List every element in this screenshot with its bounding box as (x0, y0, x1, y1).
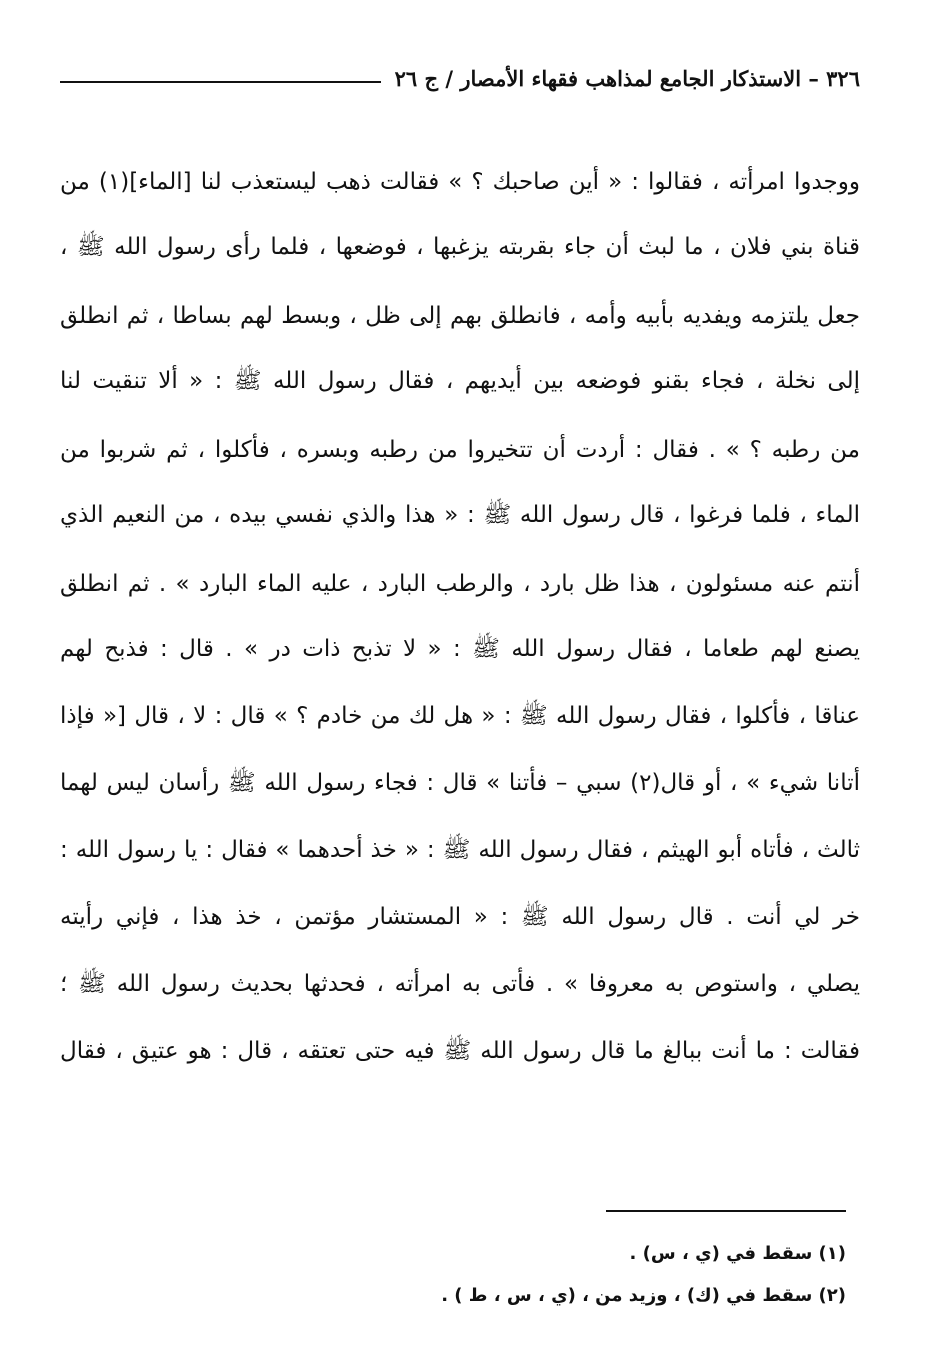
header-rule (60, 81, 381, 83)
running-header (60, 58, 860, 98)
footnote-1: (١) سقط في (ي ، س) . (629, 1242, 846, 1264)
footnote-2: (٢) سقط في (ك) ، وزيد من ، (ي ، س ، ط ) . (441, 1284, 846, 1306)
text-line: يصلي ، واستوص به معروفا » . فأتى به امرأته ، فحدثها بحديث رسول الله ﷺ ؛ (60, 970, 860, 997)
text-line: قناة بني فلان ، ما لبث أن جاء بقربته يزغبها ، فوضعها ، فلما رأى رسول الله ﷺ ، (60, 233, 860, 260)
text-line: ووجدوا امرأته ، فقالوا : « أين صاحبك ؟ » فقالت ذهب ليستعذب لنا [الماء](١) من (60, 168, 860, 195)
running-title: ٣٢٦ – الاستذكار الجامع لمذاهب فقهاء الأمصار / ج ٢٦ (394, 65, 860, 91)
text-line: إلى نخلة ، فجاء بقنو فوضعه بين أيديهم ، فقال رسول الله ﷺ : « ألا تنقيت لنا (60, 367, 860, 394)
text-line: الماء ، فلما فرغوا ، قال رسول الله ﷺ : « هذا والذي نفسي بيده ، من النعيم الذي (60, 501, 860, 528)
footnote-rule (606, 1210, 846, 1212)
text-line: فقالت : ما أنت ببالغ ما قال رسول الله ﷺ فيه حتى تعتقه ، قال : هو عتيق ، فقال (60, 1037, 860, 1064)
text-line: خر لي أنت . قال رسول الله ﷺ : « المستشار مؤتمن ، خذ هذا ، فإني رأيته (60, 903, 860, 930)
text-line: من رطبه ؟ » . فقال : أردت أن تتخيروا من رطبه وبسره ، فأكلوا ، ثم شربوا من (60, 436, 860, 463)
text-line: أنتم عنه مسئولون ، هذا ظل بارد ، والرطب البارد ، عليه الماء البارد » . ثم انطلق (60, 570, 860, 597)
text-line: جعل يلتزمه ويفديه بأبيه وأمه ، فانطلق بهم إلى ظل ، وبسط لهم بساطا ، ثم انطلق (60, 302, 860, 329)
text-line: ثالث ، فأتاه أبو الهيثم ، فقال رسول الله ﷺ : « خذ أحدهما » فقال : يا رسول الله : (60, 836, 860, 863)
text-line: أتانا شيء » ، أو قال(٢) سبي – فأتنا » قال : فجاء رسول الله ﷺ رأسان ليس لهما (60, 769, 860, 796)
text-line: عناقا ، فأكلوا ، فقال رسول الله ﷺ : « هل لك من خادم ؟ » قال : لا ، قال [« فإذا (60, 702, 860, 729)
body-text (60, 148, 860, 1086)
text-line: يصنع لهم طعاما ، فقال رسول الله ﷺ : « لا تذبح ذات در » . قال : فذبح لهم (60, 635, 860, 662)
footnotes (66, 1232, 846, 1316)
